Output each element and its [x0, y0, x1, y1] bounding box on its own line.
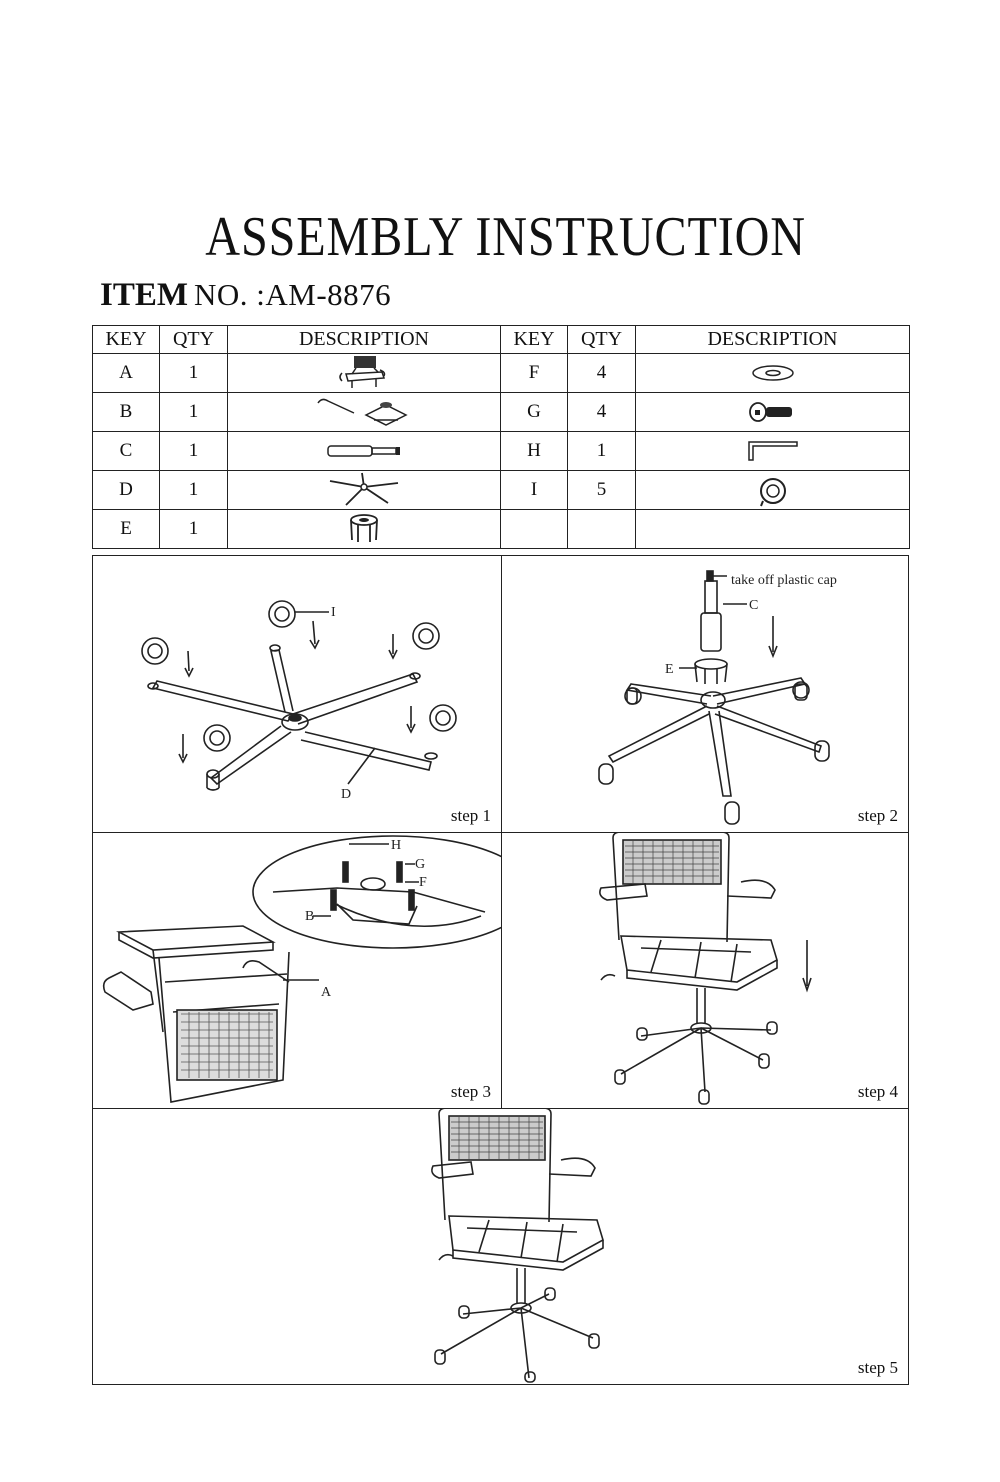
item-label: ITEM — [100, 277, 189, 313]
header-description: DESCRIPTION — [636, 326, 910, 354]
step-label: step 1 — [450, 806, 491, 825]
parts-table — [92, 325, 910, 549]
table-row — [93, 510, 910, 549]
header-description: DESCRIPTION — [228, 326, 501, 354]
step-label: step 3 — [450, 1082, 491, 1101]
key-cell: H — [501, 432, 568, 471]
qty-cell: 1 — [160, 471, 228, 510]
step-2-panel — [501, 556, 908, 832]
page-title: ASSEMBLY INSTRUCTION — [205, 206, 806, 268]
callout-E: E — [665, 662, 674, 677]
step-1-illustration — [93, 556, 501, 832]
step-3-illustration — [93, 832, 501, 1108]
key-cell: E — [93, 510, 160, 549]
qty-cell: 1 — [568, 432, 636, 471]
callout-I: I — [331, 605, 336, 620]
step-label: step 4 — [857, 1082, 898, 1101]
gas-lift-icon — [324, 441, 404, 461]
item-number-value: NO. :AM-8876 — [194, 277, 392, 312]
step-2-illustration — [501, 556, 908, 832]
qty-cell — [568, 510, 636, 549]
star-base-icon — [324, 471, 404, 509]
header-qty: QTY — [160, 326, 228, 354]
qty-cell: 5 — [568, 471, 636, 510]
key-cell: F — [501, 354, 568, 393]
qty-cell: 1 — [160, 393, 228, 432]
table-row — [93, 471, 910, 510]
header-qty: QTY — [568, 326, 636, 354]
key-cell: C — [93, 432, 160, 471]
empty-cell — [636, 510, 910, 549]
table-row — [93, 393, 910, 432]
step-5-panel — [93, 1108, 908, 1384]
key-cell — [501, 510, 568, 549]
callout-H: H — [391, 838, 402, 853]
chair-seat-frame-icon — [334, 354, 394, 392]
callout-B: B — [305, 909, 315, 924]
cap-note: take off plastic cap — [731, 573, 837, 588]
step-label: step 2 — [857, 806, 898, 825]
step-label: step 5 — [857, 1358, 898, 1377]
qty-cell: 1 — [160, 510, 228, 549]
step-4-illustration — [501, 832, 908, 1108]
step-1-panel — [93, 556, 501, 832]
allen-key-icon — [745, 438, 801, 464]
washer-icon — [748, 361, 798, 385]
callout-A: A — [321, 985, 332, 1000]
parts-header-row — [93, 326, 910, 354]
qty-cell: 1 — [160, 354, 228, 393]
table-row — [93, 354, 910, 393]
key-cell: I — [501, 471, 568, 510]
callout-C: C — [749, 598, 759, 613]
key-cell: A — [93, 354, 160, 393]
step-5-illustration — [93, 1108, 908, 1384]
assembly-steps — [92, 555, 909, 1385]
step-3-panel — [93, 832, 501, 1108]
bolt-icon — [746, 399, 800, 425]
callout-F: F — [419, 875, 427, 890]
qty-cell: 4 — [568, 393, 636, 432]
key-cell: G — [501, 393, 568, 432]
step-4-panel — [501, 832, 908, 1108]
callout-G: G — [415, 857, 426, 872]
qty-cell: 1 — [160, 432, 228, 471]
header-key: KEY — [501, 326, 568, 354]
caster-icon — [755, 473, 791, 507]
tilt-mechanism-icon — [314, 393, 414, 431]
key-cell: D — [93, 471, 160, 510]
callout-D: D — [341, 787, 352, 802]
table-row — [93, 432, 910, 471]
base-cover-icon — [344, 512, 384, 546]
key-cell: B — [93, 393, 160, 432]
item-number — [100, 276, 391, 314]
header-key: KEY — [93, 326, 160, 354]
qty-cell: 4 — [568, 354, 636, 393]
